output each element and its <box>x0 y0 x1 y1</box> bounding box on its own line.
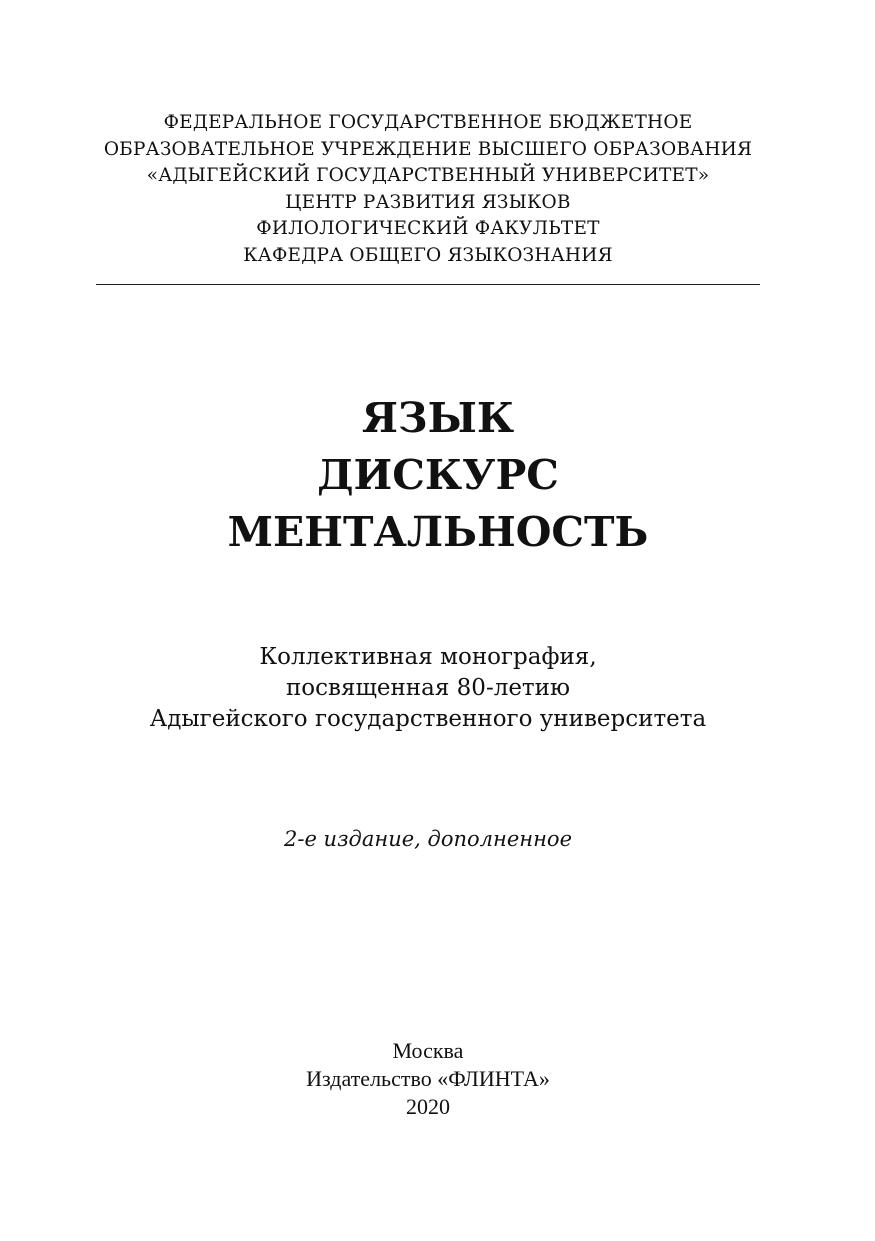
edition-note: 2-е издание, дополненное <box>284 827 572 851</box>
header-line-institution: ОБРАЗОВАТЕЛЬНОЕ УЧРЕЖДЕНИЕ ВЫСШЕГО ОБРАЗОВАНИЯ <box>103 138 753 160</box>
subtitle-line-3: Адыгейского государственного университета <box>149 706 707 732</box>
imprint-year: 2020 <box>406 1094 450 1119</box>
title-line-2: ДИСКУРС <box>317 451 559 499</box>
imprint <box>96 1037 760 1121</box>
title-line-1: ЯЗЫК <box>361 394 515 442</box>
header-line-faculty: ФИЛОЛОГИЧЕСКИЙ ФАКУЛЬТЕТ <box>256 218 600 239</box>
book-title <box>96 390 780 561</box>
header-line-department: КАФЕДРА ОБЩЕГО ЯЗЫКОЗНАНИЯ <box>243 244 613 266</box>
header-line-center: ЦЕНТР РАЗВИТИЯ ЯЗЫКОВ <box>285 191 571 213</box>
imprint-city: Москва <box>392 1038 464 1063</box>
subtitle-line-2: посвященная 80-летию <box>285 675 571 701</box>
header-line-university: «АДЫГЕЙСКИЙ ГОСУДАРСТВЕННЫЙ УНИВЕРСИТЕТ» <box>146 165 710 186</box>
book-subtitle <box>96 642 760 735</box>
header-line-federal: ФЕДЕРАЛЬНОЕ ГОСУДАРСТВЕННОЕ БЮДЖЕТНОЕ <box>163 112 693 133</box>
header-divider <box>96 284 760 285</box>
imprint-publisher: Издательство «ФЛИНТА» <box>306 1066 550 1091</box>
title-line-3: МЕНТАЛЬНОСТЬ <box>227 508 649 556</box>
subtitle-line-1: Коллективная монография, <box>259 644 597 670</box>
institution-header <box>96 110 760 269</box>
